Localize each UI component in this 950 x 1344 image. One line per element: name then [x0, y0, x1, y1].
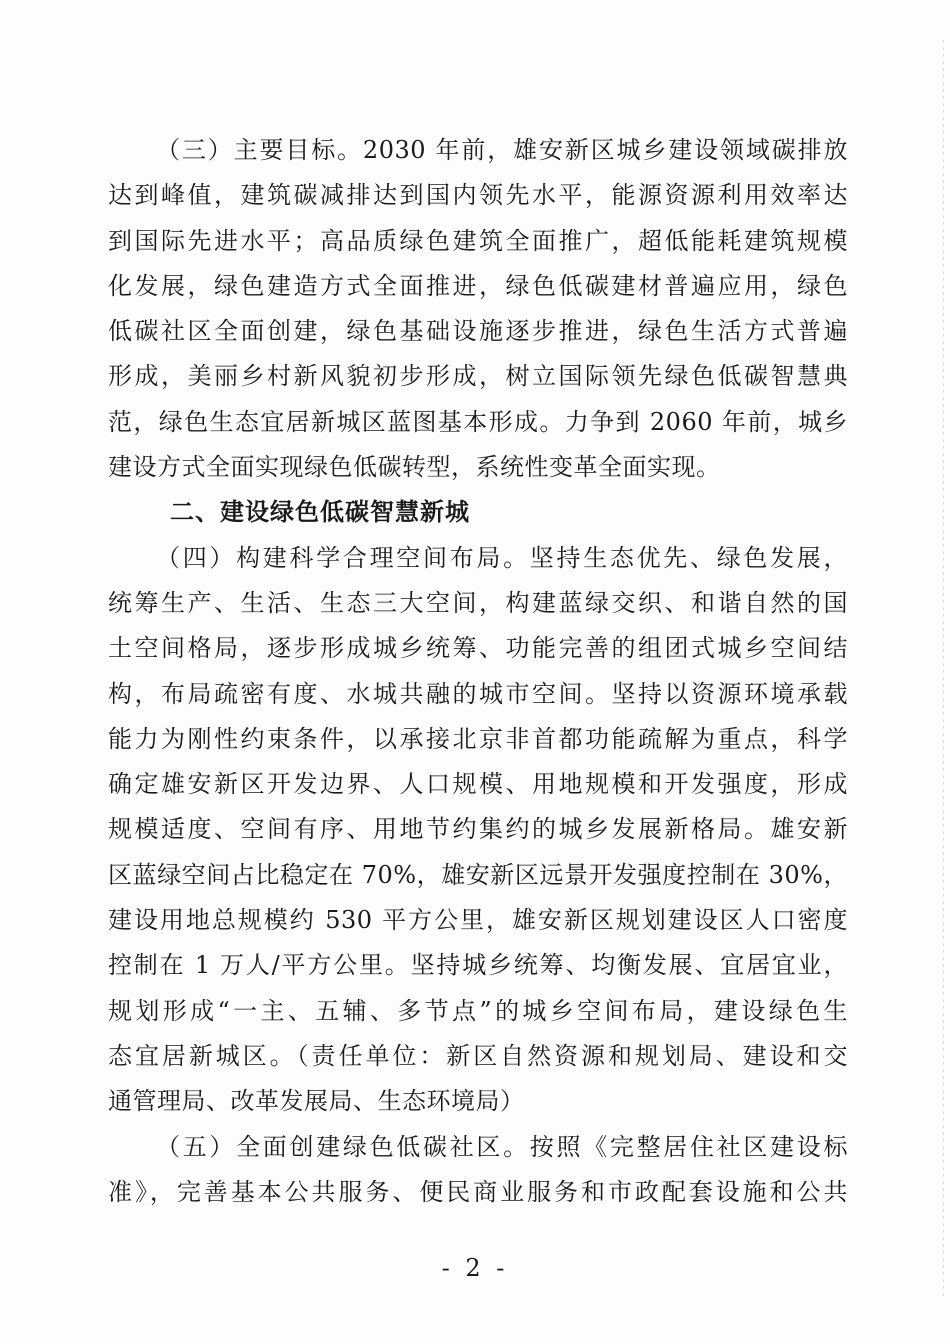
text-line: 形成，美丽乡村新风貌初步形成，树立国际领先绿色低碳智慧典: [108, 362, 848, 391]
text-line: 统筹生产、生活、生态三大空间，构建蓝绿交织、和谐自然的国: [108, 588, 848, 617]
text-line: 确定雄安新区开发边界、人口规模、用地规模和开发强度，形成: [108, 770, 848, 799]
text-line: 规划形成“一主、五辅、多节点”的城乡空间布局，建设绿色生: [108, 996, 848, 1025]
text-line: 建设方式全面实现绿色低碳转型，系统性变革全面实现。: [108, 453, 721, 482]
text-line: 到国际先进水平；高品质绿色建筑全面推广，超低能耗建筑规模: [108, 226, 848, 255]
text-line: 范，绿色生态宜居新城区蓝图基本形成。力争到 2060 年前，城乡: [108, 407, 848, 436]
text-line: 土空间格局，逐步形成城乡统筹、功能完善的组团式城乡空间结: [108, 634, 848, 663]
text-line: 控制在 1 万人/平方公里。坚持城乡统筹、均衡发展、宜居宜业，: [108, 951, 848, 980]
text-line: 规模适度、空间有序、用地节约集约的城乡发展新格局。雄安新: [108, 815, 848, 844]
text-line: 通管理局、改革发展局、生态环境局）: [108, 1087, 525, 1116]
text-line: 化发展，绿色建造方式全面推进，绿色低碳建材普遍应用，绿色: [108, 271, 848, 300]
text-line: 建设用地总规模约 530 平方公里，雄安新区规划建设区人口密度: [108, 906, 848, 935]
text-line: 低碳社区全面创建，绿色基础设施逐步推进，绿色生活方式普遍: [108, 317, 848, 346]
text-line: （三）主要目标。2030 年前，雄安新区城乡建设领域碳排放: [156, 136, 848, 164]
scan-edge-line: [943, 40, 944, 1300]
text-line: 区蓝绿空间占比稳定在 70%，雄安新区远景开发强度控制在 30%，: [108, 860, 848, 889]
document-body: [108, 128, 848, 1215]
text-line: 构，布局疏密有度、水城共融的城市空间。坚持以资源环境承载: [108, 679, 848, 708]
text-line: 能力为刚性约束条件，以承接北京非首都功能疏解为重点，科学: [108, 724, 848, 753]
text-line: （五）全面创建绿色低碳社区。按照《完整居住社区建设标: [156, 1132, 848, 1161]
text-line: 准》，完善基本公共服务、便民商业服务和市政配套设施和公共: [108, 1177, 848, 1206]
paragraph-spatial-layout: [108, 536, 848, 1125]
text-line: （四）构建科学合理空间布局。坚持生态优先、绿色发展，: [156, 543, 848, 572]
page-number: - 2 -: [441, 1254, 509, 1282]
section-heading: 二、建设绿色低碳智慧新城: [170, 498, 470, 527]
text-line: 态宜居新城区。（责任单位：新区自然资源和规划局、建设和交: [108, 1041, 848, 1070]
paragraph-green-community: [108, 1125, 848, 1216]
text-line: 达到峰值，建筑碳减排达到国内领先水平，能源资源利用效率达: [108, 181, 848, 210]
paragraph-main-goals: [108, 128, 848, 490]
